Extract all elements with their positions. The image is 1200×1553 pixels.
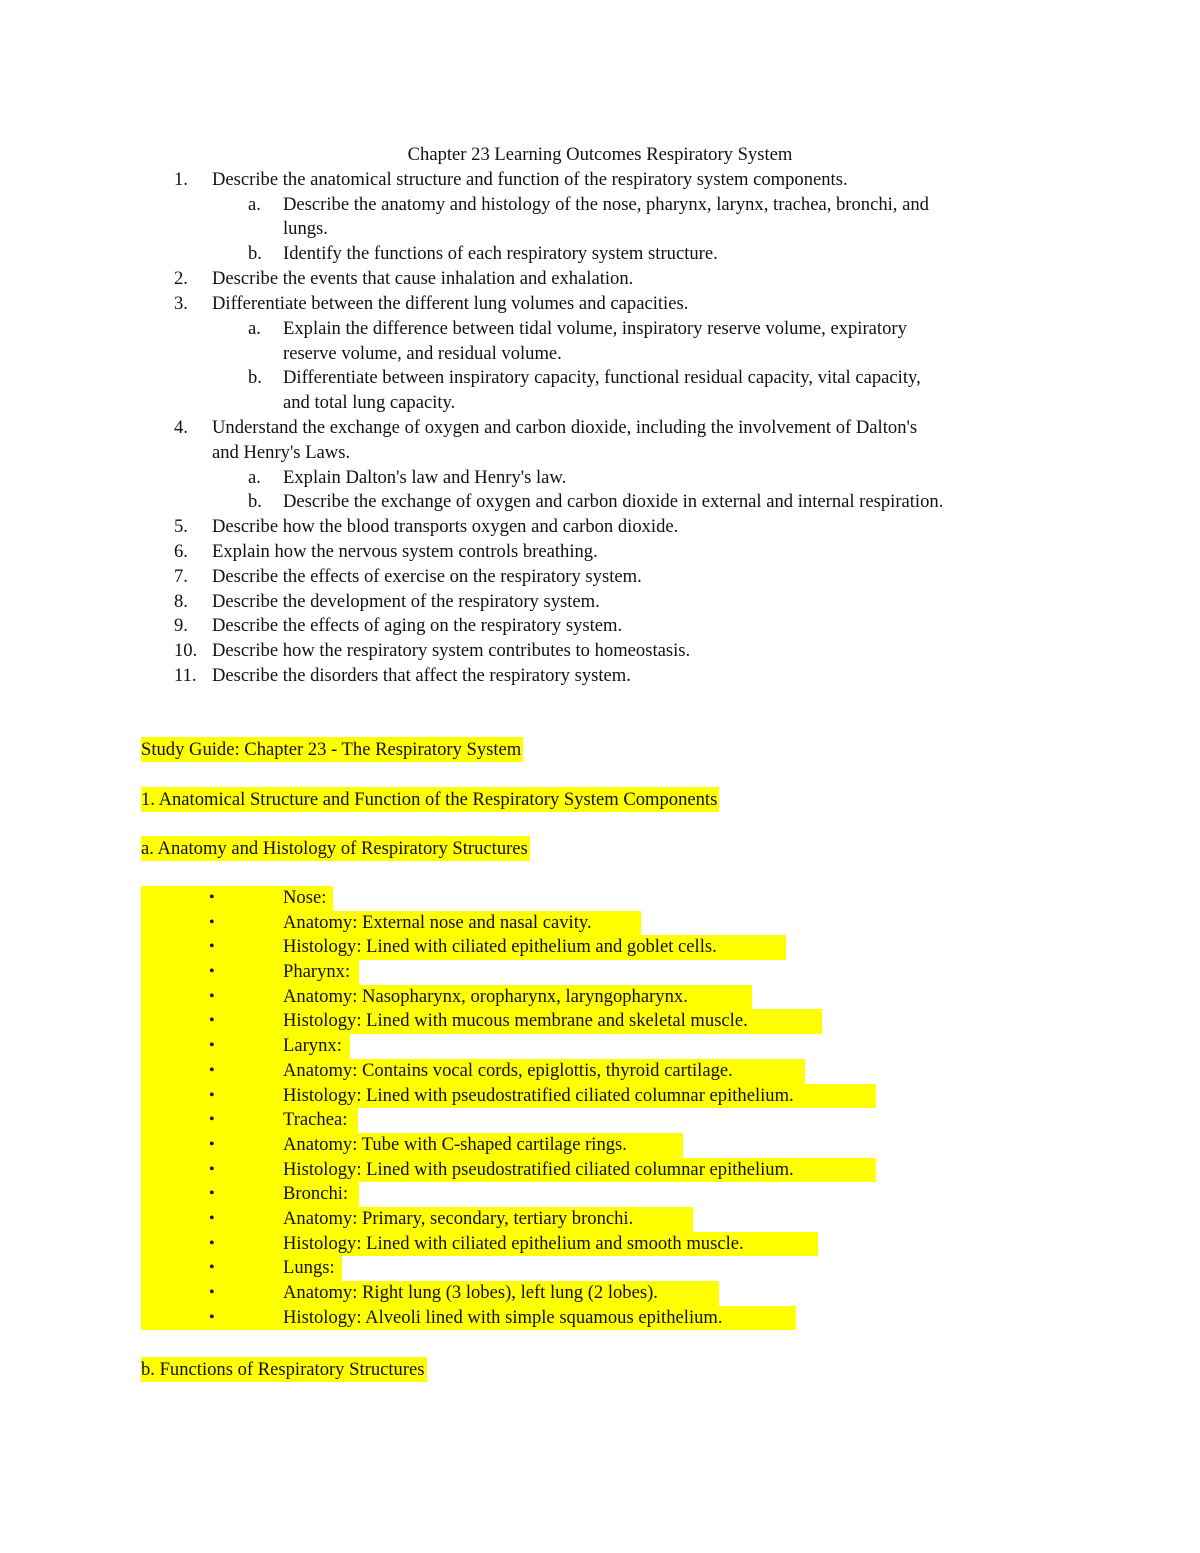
outcome-text: Describe the anatomical structure and function of the respiratory system components. (212, 169, 848, 190)
outcome-number: 8. (174, 591, 188, 612)
bullet-marker: • (209, 1160, 215, 1178)
outcome-number: 6. (174, 541, 188, 562)
subsection-heading-b: b. Functions of Respiratory Structures (141, 1359, 425, 1380)
bullet-text: Larynx: (283, 1035, 342, 1057)
bullet-marker: • (209, 1308, 215, 1326)
bullet-marker: • (209, 963, 215, 981)
outcome-text: and Henry's Laws. (212, 442, 351, 463)
outcome-text: Differentiate between inspiratory capacity, functional residual capacity, vital capacity, (283, 367, 921, 388)
outcome-letter: b. (248, 243, 262, 264)
bullet-text: Histology: Alveoli lined with simple squamous epithelium. (283, 1306, 723, 1328)
outcome-text: Describe the effects of exercise on the respiratory system. (212, 566, 642, 587)
study-guide-title: Study Guide: Chapter 23 - The Respiratory System (141, 739, 522, 760)
bullet-text: Histology: Lined with pseudostratified ciliated columnar epithelium. (283, 1158, 794, 1180)
outcome-number: 2. (174, 268, 188, 289)
outcome-number: 10. (174, 640, 198, 661)
bullet-text: Histology: Lined with pseudostratified ciliated columnar epithelium. (283, 1084, 794, 1106)
bullet-marker: • (209, 913, 215, 931)
bullet-marker: • (209, 1234, 215, 1252)
outcome-text: Describe the disorders that affect the respiratory system. (212, 665, 631, 686)
bullet-text: Trachea: (283, 1109, 348, 1131)
bullet-marker: • (209, 1111, 215, 1129)
outcome-letter: a. (248, 467, 261, 488)
outcome-number: 3. (174, 293, 188, 314)
outcome-number: 11. (174, 665, 197, 686)
outcome-number: 1. (174, 169, 188, 190)
bullet-marker: • (209, 1135, 215, 1153)
outcome-letter: a. (248, 318, 261, 339)
outcome-text: lungs. (283, 218, 328, 239)
outcome-letter: b. (248, 491, 262, 512)
outcome-number: 4. (174, 417, 188, 438)
bullet-text: Bronchi: (283, 1183, 349, 1205)
bullet-text: Nose: (283, 887, 327, 908)
bullet-text: Pharynx: (283, 961, 351, 983)
bullet-marker: • (209, 1259, 215, 1277)
outcome-number: 9. (174, 615, 188, 636)
subsection-heading-a: a. Anatomy and Histology of Respiratory Structures (141, 838, 528, 859)
outcome-text: Explain Dalton's law and Henry's law. (283, 467, 567, 488)
outcome-text: Describe the exchange of oxygen and carbon dioxide in external and internal respiration. (283, 491, 944, 512)
bullet-marker: • (209, 1037, 215, 1055)
outcome-text: Describe how the respiratory system contributes to homeostasis. (212, 640, 691, 661)
outcome-text: Describe the development of the respiratory system. (212, 591, 600, 612)
bullet-marker: • (209, 889, 215, 906)
outcome-text: Understand the exchange of oxygen and carbon dioxide, including the involvement of Dalton's (212, 417, 918, 438)
bullet-text: Lungs: (283, 1257, 335, 1279)
outcome-text: Explain the difference between tidal volume, inspiratory reserve volume, expiratory (283, 318, 907, 339)
outcome-text: Describe the anatomy and histology of the nose, pharynx, larynx, trachea, bronchi, and (283, 194, 929, 215)
bullet-text: Histology: Lined with ciliated epithelium and smooth muscle. (283, 1232, 744, 1254)
bullet-marker: • (209, 1012, 215, 1030)
bullet-text: Histology: Lined with ciliated epithelium and goblet cells. (283, 936, 717, 958)
bullet-marker: • (209, 1061, 215, 1079)
outcome-text: Identify the functions of each respiratory system structure. (283, 243, 718, 264)
bullet-text: Anatomy: Contains vocal cords, epiglottis, thyroid cartilage. (283, 1059, 733, 1081)
outcome-text: reserve volume, and residual volume. (283, 343, 562, 364)
outcome-text: Differentiate between the different lung volumes and capacities. (212, 293, 689, 314)
outcome-letter: a. (248, 194, 261, 215)
outcome-letter: b. (248, 367, 262, 388)
bullet-marker: • (209, 1209, 215, 1227)
bullet-text: Anatomy: External nose and nasal cavity. (283, 911, 592, 933)
outcome-text: Describe the effects of aging on the respiratory system. (212, 615, 623, 636)
outcome-text: Describe how the blood transports oxygen and carbon dioxide. (212, 516, 679, 537)
outcomes-title: Chapter 23 Learning Outcomes Respiratory System (407, 144, 793, 165)
bullet-text: Anatomy: Right lung (3 lobes), left lung (2 lobes). (283, 1282, 658, 1303)
bullet-text: Anatomy: Tube with C-shaped cartilage rings. (283, 1133, 627, 1155)
outcome-text: Explain how the nervous system controls breathing. (212, 541, 598, 562)
bullet-marker: • (209, 1086, 215, 1104)
bullet-text: Anatomy: Primary, secondary, tertiary bronchi. (283, 1207, 634, 1229)
bullet-marker: • (209, 987, 215, 1005)
bullet-marker: • (209, 1185, 215, 1203)
bullet-marker: • (209, 1284, 215, 1301)
section-heading-1: 1. Anatomical Structure and Function of the Respiratory System Components (141, 789, 718, 810)
outcome-text: and total lung capacity. (283, 392, 456, 413)
bullet-text: Anatomy: Nasopharynx, oropharynx, laryngopharynx. (283, 985, 688, 1007)
outcome-number: 7. (174, 566, 188, 587)
bullet-marker: • (209, 938, 215, 956)
outcome-number: 5. (174, 516, 188, 537)
outcome-text: Describe the events that cause inhalation and exhalation. (212, 268, 634, 289)
bullet-text: Histology: Lined with mucous membrane and skeletal muscle. (283, 1010, 748, 1032)
